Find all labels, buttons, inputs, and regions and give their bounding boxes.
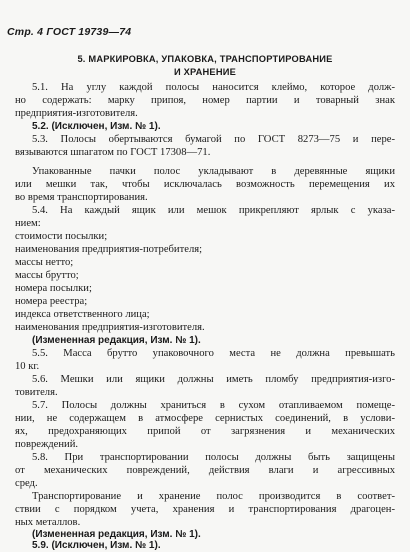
label-list-item: номера посылки; xyxy=(15,283,92,294)
paragraph-packing-line: Упакованные пачки полос укладывают в деревянные ящики xyxy=(32,166,395,177)
paragraph-transport-line: Транспортирование и хранение полос производится в соответ- xyxy=(32,491,395,502)
amendment-note: (Измененная редакция, Изм. № 1). xyxy=(32,335,201,346)
paragraph-5-2: 5.2. (Исключен, Изм. № 1). xyxy=(32,121,161,132)
paragraph-5-3-line: 5.3. Полосы обертываются бумагой по ГОСТ 8273—75 и пере- xyxy=(32,134,395,145)
section-title-line2: И ХРАНЕНИЕ xyxy=(173,67,237,77)
paragraph-5-3-line: вязываются шпагатом по ГОСТ 17308—71. xyxy=(15,147,211,158)
paragraph-5-8-line: от механических повреждений, действия влаги и агрессивных xyxy=(15,465,395,476)
paragraph-5-7-line: 5.7. Полосы должны храниться в сухом отапливаемом помеще- xyxy=(32,400,395,411)
paragraph-5-7-line: нии, не содержащем в атмосфере сернистых соединений, в услови- xyxy=(15,413,395,424)
paragraph-5-5-line: 5.5. Масса брутто упаковочного места не должна превышать xyxy=(32,348,395,359)
paragraph-5-9: 5.9. (Исключен, Изм. № 1). xyxy=(32,540,161,551)
paragraph-5-1-line: предприятия-изготовителя. xyxy=(15,108,138,119)
label-list-item: наименования предприятия-потребителя; xyxy=(15,244,203,255)
paragraph-packing-line: во время транспортирования. xyxy=(15,192,148,203)
label-list-item: наименования предприятия-изготовителя. xyxy=(15,322,205,333)
running-head: Стр. 4 ГОСТ 19739—74 xyxy=(7,26,132,38)
paragraph-transport-line: ствии с порядком учета, хранения и транспортирования драгоцен- xyxy=(15,504,395,515)
paragraph-5-1-line: но содержать: марку припоя, номер партии и товарный знак xyxy=(15,95,395,106)
paragraph-packing-line: или мешки так, чтобы исключалась возможность перемещения их xyxy=(15,179,395,190)
paragraph-5-8-line: 5.8. При транспортировании полосы должны быть защищены xyxy=(32,452,395,463)
label-list-item: массы брутто; xyxy=(15,270,79,281)
label-list-item: номера реестра; xyxy=(15,296,88,307)
paragraph-5-7-line: повреждений. xyxy=(15,439,79,450)
paragraph-5-5-line: 10 кг. xyxy=(15,361,40,372)
paragraph-5-8-line: сред. xyxy=(15,478,38,489)
paragraph-5-7-line: ях, предохраняющих припой от загрязнения и механических xyxy=(15,426,395,437)
paragraph-5-4-line: нием: xyxy=(15,218,41,229)
label-list-item: стоимости посылки; xyxy=(15,231,108,242)
paragraph-5-4-line: 5.4. На каждый ящик или мешок прикрепляют ярлык с указа- xyxy=(32,205,395,216)
paragraph-5-6-line: 5.6. Мешки или ящики должны иметь пломбу предприятия-изго- xyxy=(32,374,395,385)
label-list-item: массы нетто; xyxy=(15,257,74,268)
label-list-item: индекса ответственного лица; xyxy=(15,309,150,320)
paragraph-5-1-line: 5.1. На углу каждой полосы наносится клеймо, которое долж- xyxy=(32,82,395,93)
paragraph-5-6-line: товителя. xyxy=(15,387,58,398)
section-title-line1: 5. МАРКИРОВКА, УПАКОВКА, ТРАНСПОРТИРОВАНИЕ xyxy=(77,54,333,64)
amendment-note: (Измененная редакция, Изм. № 1). xyxy=(32,529,201,540)
paragraph-transport-line: ных металлов. xyxy=(15,517,81,528)
